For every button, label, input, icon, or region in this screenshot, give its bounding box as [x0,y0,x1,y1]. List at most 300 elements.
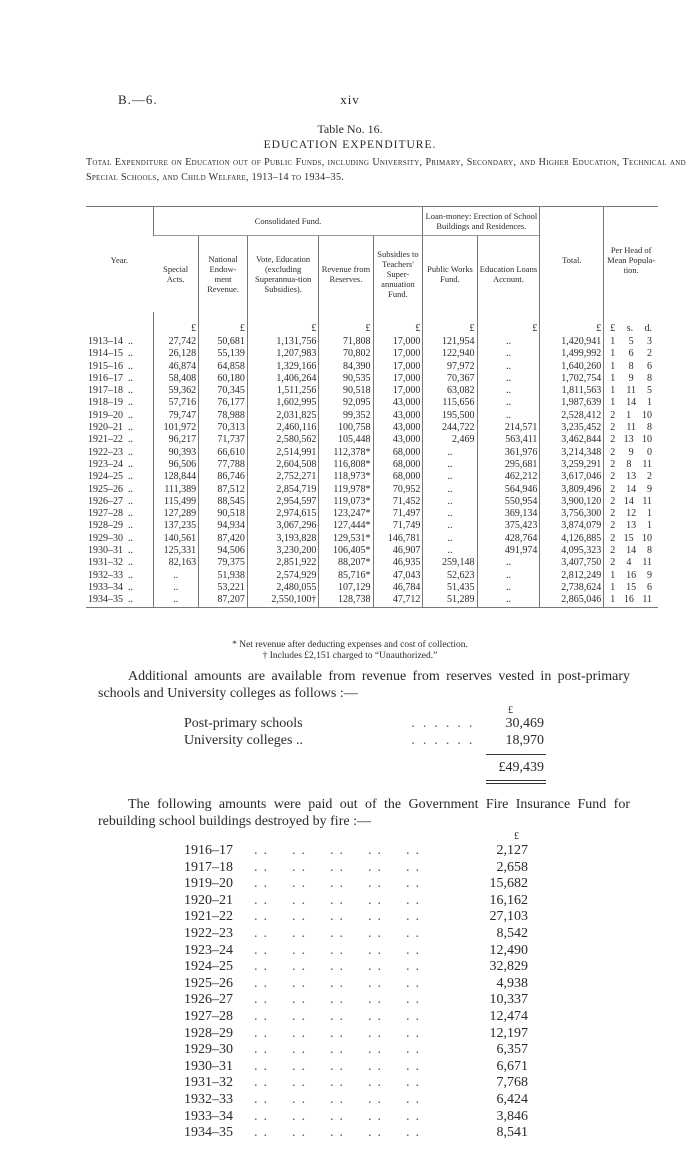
fire-row: 1922–23 .. .. .. .. .. 8,542 [184,925,528,941]
fire-amount: 12,197 [489,1025,528,1041]
cell-year: 1932–33 .. [88,569,133,581]
cell-special: 127,289 [153,508,198,520]
fire-amount: 12,474 [489,1008,528,1024]
fire-year: 1924–25 [184,959,233,975]
cell-year: 1919–20 .. [88,409,133,421]
unit-shillings: s. [626,322,634,334]
cell-pwf: 70,367 [423,373,477,385]
additional-currency: £ [508,705,513,716]
cell-special: .. [153,582,198,594]
cell-loans: 563,411 [477,434,540,446]
cell-subsidies: 47,712 [373,594,423,607]
col-per-head: Per Head of Mean Popula-tion. [604,207,658,313]
cell-vote: 2,954,597 [247,496,318,508]
cell-special: .. [153,570,198,582]
col-consolidated-fund: Consolidated Fund. [153,207,423,236]
cell-special: 115,499 [153,496,198,508]
cell-year: 1920–21 .. [88,422,133,434]
cell-reserves: 105,448 [319,434,373,446]
cell-subsidies: 71,497 [373,508,423,520]
table-number: Table No. 16. [317,122,383,136]
cell-vote: 2,460,116 [247,422,318,434]
fire-year: 1931–32 [184,1075,233,1091]
table-row [86,496,658,508]
fire-row: 1924–25 .. .. .. .. .. 32,829 [184,959,528,975]
cell-per-head: 1 8 6 [604,361,658,373]
fire-year: 1923–24 [184,942,233,958]
cell-year: 1929–30 .. [88,532,133,544]
table-row [86,422,658,434]
cell-subsidies: 43,000 [373,422,423,434]
cell-per-head: 1 15 6 [604,582,658,594]
cell-per-head: 1 6 2 [604,348,658,360]
cell-total: 3,259,291 [540,459,604,471]
cell-total: 1,640,260 [540,361,604,373]
footnotes [0,640,700,662]
fire-year: 1929–30 [184,1042,233,1058]
cell-special: 96,217 [153,434,198,446]
cell-national: 71,737 [199,434,248,446]
cell-total: 1,987,639 [540,397,604,409]
cell-per-head: 1 11 5 [604,385,658,397]
additional-item: University colleges .. ...... 18,970 [184,733,544,748]
cell-subsidies: 47,043 [373,570,423,582]
table-row [86,545,658,557]
fire-row: 1932–33 .. .. .. .. .. 6,424 [184,1091,528,1107]
cell-year: 1914–15 .. [88,348,133,360]
cell-national: 50,681 [199,336,248,348]
cell-vote: 2,974,615 [247,508,318,520]
cell-vote: 2,514,991 [247,447,318,459]
cell-per-head: 2 14 9 [604,484,658,496]
cell-special: 90,393 [153,447,198,459]
cell-pwf: .. [423,545,477,557]
fire-amount: 16,162 [489,892,528,908]
cell-subsidies: 46,907 [373,545,423,557]
cell-special: 101,972 [153,422,198,434]
cell-total: 1,420,941 [540,336,604,348]
cell-year: 1930–31 .. [88,545,133,557]
cell-subsidies: 68,000 [373,471,423,483]
cell-loans: .. [477,410,540,422]
additional-item-label: Post-primary schools [184,716,303,731]
table-row [86,570,658,582]
cell-national: 55,139 [199,348,248,360]
footnote-unauthorized: † Includes £2,151 charged to “Unauthorized.” [262,651,438,661]
cell-pwf: .. [423,533,477,545]
cell-loans: .. [477,348,540,360]
cell-vote: 2,604,508 [247,459,318,471]
fire-row: 1916–17 .. .. .. .. .. 2,127 [184,843,528,858]
fire-amount: 12,490 [489,942,528,958]
fire-list [184,843,528,1142]
cell-pwf: .. [423,508,477,520]
cell-reserves: 107,129 [319,582,373,594]
cell-reserves: 116,808* [319,459,373,471]
fire-row: 1921–22 .. .. .. .. .. 27,103 [184,909,528,925]
cell-per-head: 2 9 0 [604,447,658,459]
fire-amount: 6,357 [496,1042,528,1058]
cell-vote: 2,031,825 [247,410,318,422]
cell-loans: .. [477,385,540,397]
fire-amount: 32,829 [489,959,528,975]
fire-row: 1929–30 .. .. .. .. .. 6,357 [184,1042,528,1058]
table-caption: Total Expenditure on Education out of Public Funds, including University, Primary, Secondary, and Higher Education, Technical and Special Schools, and Child Welfare, 1913–14 to 1934–35. [86,157,686,183]
fire-row: 1931–32 .. .. .. .. .. 7,768 [184,1075,528,1091]
cell-national: 94,506 [199,545,248,557]
cell-vote: 2,854,719 [247,484,318,496]
cell-subsidies: 43,000 [373,397,423,409]
fire-amount: 6,671 [496,1058,528,1074]
cell-total: 3,462,844 [540,434,604,446]
cell-subsidies: 68,000 [373,459,423,471]
cell-vote: 2,550,100† [247,594,318,607]
fire-row: 1920–21 .. .. .. .. .. 16,162 [184,892,528,908]
cell-total: 3,214,348 [540,447,604,459]
cell-reserves: 127,444* [319,520,373,532]
unit-pound: £ [540,312,604,336]
cell-pwf: 115,656 [423,397,477,409]
cell-year: 1921–22 .. [88,434,133,446]
col-subsidies: Subsidies to Teachers' Super-annuation Fund. [373,236,423,313]
cell-vote: 2,851,922 [247,557,318,569]
fire-amount: 8,542 [496,925,528,941]
cell-loans: .. [477,557,540,569]
fire-row: 1917–18 .. .. .. .. .. 2,658 [184,859,528,875]
cell-per-head: 2 13 10 [604,434,658,446]
cell-national: 90,518 [199,508,248,520]
cell-year: 1917–18 .. [88,385,133,397]
cell-loans: .. [477,373,540,385]
cell-year: 1922–23 .. [88,446,133,458]
cell-reserves: 119,978* [319,484,373,496]
cell-total: 3,617,046 [540,471,604,483]
table-row [86,484,658,496]
cell-vote: 2,574,929 [247,570,318,582]
fire-currency: £ [514,831,519,842]
table-row [86,471,658,483]
cell-national: 76,177 [199,397,248,409]
table-row [86,410,658,422]
cell-pwf: 51,289 [423,594,477,607]
cell-pwf: 244,722 [423,422,477,434]
cell-loans: 550,954 [477,496,540,508]
cell-subsidies: 146,781 [373,533,423,545]
cell-per-head: 1 16 9 [604,570,658,582]
col-year: Year. [86,207,153,313]
cell-loans: 361,976 [477,447,540,459]
fire-row: 1934–35 .. .. .. .. .. 8,541 [184,1125,528,1141]
cell-pwf: .. [423,447,477,459]
cell-national: 94,934 [199,520,248,532]
cell-subsidies: 71,452 [373,496,423,508]
col-education-loans: Education Loans Account. [477,236,540,313]
fire-year: 1916–17 [184,843,233,858]
cell-total: 1,702,754 [540,373,604,385]
col-special-acts: Special Acts. [153,236,198,313]
cell-reserves: 85,716* [319,570,373,582]
cell-total: 2,528,412 [540,410,604,422]
cell-loans: 295,681 [477,459,540,471]
fire-row: 1919–20 .. .. .. .. .. 15,682 [184,876,528,892]
cell-per-head: 2 11 8 [604,422,658,434]
cell-per-head: 2 14 11 [604,496,658,508]
cell-national: 70,313 [199,422,248,434]
fire-year: 1920–21 [184,892,233,908]
table-row [86,385,658,397]
col-vote-education: Vote, Education (excluding Superannua-tion Subsidies). [247,236,318,313]
cell-year: 1924–25 .. [88,471,133,483]
cell-loans: 375,423 [477,520,540,532]
cell-pwf: .. [423,471,477,483]
cell-special: 82,163 [153,557,198,569]
cell-total: 3,900,120 [540,496,604,508]
table-row [86,447,658,459]
cell-pwf: 121,954 [423,336,477,348]
document-code: B.—6. [118,92,158,107]
fire-amount: 27,103 [489,909,528,925]
cell-year: 1923–24 .. [88,458,133,470]
table-row [86,594,658,607]
fire-amount: 3,846 [496,1108,528,1124]
fire-year: 1932–33 [184,1091,233,1107]
unit-pound: £ [199,312,248,336]
cell-national: 53,221 [199,582,248,594]
fire-year: 1927–28 [184,1008,233,1024]
fire-amount: 15,682 [489,876,528,892]
cell-national: 51,938 [199,570,248,582]
cell-national: 70,345 [199,385,248,397]
cell-year: 1927–28 .. [88,508,133,520]
cell-pwf: .. [423,484,477,496]
cell-loans: .. [477,361,540,373]
unit-pound: £ [423,312,477,336]
cell-year: 1915–16 .. [88,360,133,372]
additional-paragraph [98,668,630,702]
cell-pwf: 195,500 [423,410,477,422]
col-national-endowment: National Endow-ment Revenue. [199,236,248,313]
cell-reserves: 128,738 [319,594,373,607]
fire-year: 1925–26 [184,975,233,991]
cell-loans: 428,764 [477,533,540,545]
cell-special: 125,331 [153,545,198,557]
cell-per-head: 2 13 1 [604,520,658,532]
fire-paragraph [98,796,630,830]
cell-subsidies: 17,000 [373,373,423,385]
cell-total: 4,126,885 [540,533,604,545]
cell-year: 1926–27 .. [88,495,133,507]
additional-item-amount: 18,970 [505,733,544,748]
cell-pwf: 2,469 [423,434,477,446]
cell-total: 1,499,992 [540,348,604,360]
sum-rule [486,754,546,755]
cell-special: .. [153,594,198,607]
expenditure-table [86,206,658,608]
cell-pwf: .. [423,496,477,508]
cell-year: 1931–32 .. [88,557,133,569]
cell-subsidies: 17,000 [373,336,423,348]
cell-special: 46,874 [153,361,198,373]
fire-row: 1933–34 .. .. .. .. .. 3,846 [184,1108,528,1124]
cell-national: 87,420 [199,533,248,545]
fire-year: 1921–22 [184,909,233,925]
cell-loans: 564,946 [477,484,540,496]
cell-special: 137,235 [153,520,198,532]
fire-year: 1917–18 [184,859,233,875]
table-row [86,373,658,385]
cell-subsidies: 17,000 [373,348,423,360]
cell-special: 57,716 [153,397,198,409]
fire-year: 1933–34 [184,1108,233,1124]
cell-loans: 214,571 [477,422,540,434]
cell-special: 128,844 [153,471,198,483]
cell-year: 1916–17 .. [88,372,133,384]
fire-year: 1922–23 [184,925,233,941]
fire-year: 1919–20 [184,876,233,892]
cell-vote: 1,207,983 [247,348,318,360]
unit-pound: £ [153,312,198,336]
cell-loans: 369,134 [477,508,540,520]
cell-national: 77,788 [199,459,248,471]
cell-total: 3,809,496 [540,484,604,496]
cell-per-head: 2 8 11 [604,459,658,471]
table-row [86,582,658,594]
fire-amount: 2,127 [496,843,528,858]
table-row [86,508,658,520]
cell-vote: 2,480,055 [247,582,318,594]
cell-year: 1918–19 .. [88,397,133,409]
additional-intro: Additional amounts are available from revenue from reserves vested in post-primary schools and University colleges as follows :— [98,669,630,701]
cell-reserves: 71,808 [319,336,373,348]
table-row [86,557,658,569]
cell-per-head: 2 4 11 [604,557,658,569]
unit-pound: £ [373,312,423,336]
units-row [86,312,658,336]
cell-vote: 1,511,256 [247,385,318,397]
fire-amount: 8,541 [496,1125,528,1141]
cell-national: 66,610 [199,447,248,459]
cell-subsidies: 43,000 [373,434,423,446]
cell-pwf: .. [423,459,477,471]
cell-vote: 2,580,562 [247,434,318,446]
cell-total: 3,756,300 [540,508,604,520]
additional-item: Post-primary schools ...... 30,469 [184,716,544,731]
cell-national: 86,746 [199,471,248,483]
table-subtitle: EDUCATION EXPENDITURE. [263,139,437,151]
unit-pound: £ [247,312,318,336]
fire-amount: 7,768 [496,1075,528,1091]
cell-subsidies: 68,000 [373,447,423,459]
cell-per-head: 1 5 3 [604,336,658,348]
additional-total-row [184,760,544,776]
table-row [86,434,658,446]
fire-row: 1930–31 .. .. .. .. .. 6,671 [184,1058,528,1074]
cell-total: 2,738,624 [540,582,604,594]
table-row [86,348,658,360]
cell-subsidies: 46,935 [373,557,423,569]
cell-reserves: 90,535 [319,373,373,385]
cell-per-head: 2 15 10 [604,533,658,545]
cell-loans: .. [477,336,540,348]
cell-reserves: 106,405* [319,545,373,557]
unit-pound: £ [477,312,540,336]
additional-total: £49,439 [498,760,544,775]
col-public-works: Public Works Fund. [423,236,477,313]
fire-amount: 6,424 [496,1091,528,1107]
cell-loans: .. [477,582,540,594]
table-row [86,397,658,409]
cell-total: 4,095,323 [540,545,604,557]
cell-loans: .. [477,570,540,582]
cell-vote: 1,329,166 [247,361,318,373]
cell-per-head: 2 14 8 [604,545,658,557]
cell-subsidies: 70,952 [373,484,423,496]
cell-year: 1934–35 .. [86,594,153,607]
cell-total: 3,407,750 [540,557,604,569]
additional-item-amount: 30,469 [505,716,544,731]
cell-vote: 1,131,756 [247,336,318,348]
cell-pwf: 122,940 [423,348,477,360]
additional-item-label: University colleges .. [184,733,303,748]
cell-special: 59,362 [153,385,198,397]
cell-national: 87,512 [199,484,248,496]
cell-subsidies: 17,000 [373,361,423,373]
col-revenue-reserves: Revenue from Reserves. [319,236,373,313]
cell-per-head: 2 12 1 [604,508,658,520]
cell-national: 60,180 [199,373,248,385]
cell-reserves: 88,207* [319,557,373,569]
fire-row: 1923–24 .. .. .. .. .. 12,490 [184,942,528,958]
page-number: xiv [340,92,360,107]
cell-pwf: 97,972 [423,361,477,373]
fire-amount: 4,938 [496,975,528,991]
fire-row: 1926–27 .. .. .. .. .. 10,337 [184,992,528,1008]
cell-subsidies: 17,000 [373,385,423,397]
cell-total: 2,865,046 [540,594,604,607]
fire-year: 1930–31 [184,1058,233,1074]
col-total: Total. [540,207,604,313]
cell-national: 79,375 [199,557,248,569]
cell-national: 64,858 [199,361,248,373]
cell-special: 58,408 [153,373,198,385]
cell-per-head: 2 1 10 [604,410,658,422]
cell-special: 26,128 [153,348,198,360]
fire-row: 1927–28 .. .. .. .. .. 12,474 [184,1008,528,1024]
cell-year: 1933–34 .. [88,581,133,593]
cell-reserves: 112,378* [319,447,373,459]
cell-pwf: .. [423,520,477,532]
cell-reserves: 118,973* [319,471,373,483]
cell-reserves: 100,758 [319,422,373,434]
cell-per-head: 1 14 1 [604,397,658,409]
cell-pwf: 259,148 [423,557,477,569]
cell-vote: 3,067,296 [247,520,318,532]
cell-vote: 1,602,995 [247,397,318,409]
fire-amount: 10,337 [489,992,528,1008]
cell-year: 1928–29 .. [88,520,133,532]
cell-per-head: 1 9 8 [604,373,658,385]
table-row [86,533,658,545]
cell-total: 3,235,452 [540,422,604,434]
total-rule [486,780,546,781]
cell-subsidies: 71,749 [373,520,423,532]
cell-total: 3,874,079 [540,520,604,532]
total-rule [486,783,546,784]
cell-loans: 462,212 [477,471,540,483]
table-row [86,520,658,532]
cell-vote: 3,193,828 [247,533,318,545]
cell-subsidies: 46,784 [373,582,423,594]
